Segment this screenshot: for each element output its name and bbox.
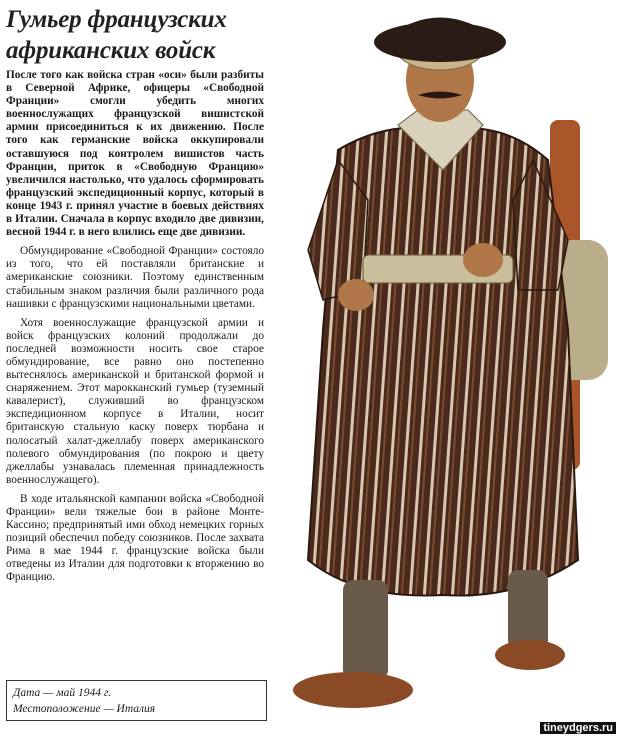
right-leg bbox=[508, 570, 548, 650]
left-sandal bbox=[293, 672, 413, 708]
paragraph-uniform: Обмундирование «Свободной Франции» состояло из того, что ей поставляли британские и американские союзники. Поэтому единственным стабильным знаком различия были различного рода нашивки с французскими национальными цветами. bbox=[6, 245, 264, 310]
left-hand bbox=[338, 279, 374, 311]
page-title: Гумьер французских африканских войск bbox=[6, 6, 227, 64]
right-hand bbox=[463, 243, 503, 277]
watermark-logo: tineydgers.ru bbox=[540, 722, 616, 734]
helmet bbox=[383, 18, 498, 41]
paragraph-goumier: Хотя военнослужащие французской армии и войск французских колоний продолжали до последней возможности носить свое старое обмундирование, все равно оно постепенно вытеснялось американской и британской формой и снаряжением. Этот марокканский гумьер (туземный кавалерист), служивший во французском экспедиционном корпусе в Италии, носит британскую стальную каску поверх тюрбана и полосатый халат-джеллабу поверх американского полевого обмундирования (по покрою и цвету джеллабы узнавалась племенная принадлежность военнослужащего). bbox=[6, 316, 264, 486]
soldier-illustration bbox=[268, 0, 620, 737]
article-text bbox=[6, 69, 264, 591]
paragraph-campaign: В ходе итальянской кампании войска «Свободной Франции» вели тяжелые бои в районе Монте-Кассино; предпринятый ими обход немецких горных позиций обеспечил победу союзников. После захвата Рима в мае 1944 г. французские войска были отведены из Италии для подготовки к вторжению во Францию. bbox=[6, 492, 264, 584]
info-box bbox=[6, 680, 267, 721]
info-date: Дата — май 1944 г. bbox=[13, 687, 112, 699]
paragraph-intro: После того как войска стран «оси» были разбиты в Северной Африке, офицеры «Свободной Франции» смогли убедить многих военнослужащих французской вишистской армии присоединиться к их движению. После того как германские войска оккупировали оставшуюся под контролем вишистов часть Франции, приток в «Свободную Францию» увеличился настолько, что удалось сформировать французский экспедиционный корпус, который в конце 1943 г. принял участие в боевых действиях в Италии. Сначала в корпус входило две дивизии, весной 1944 г. в него влились еще две дивизии. bbox=[6, 69, 264, 239]
info-location: Местоположение — Италия bbox=[13, 703, 156, 715]
right-sandal bbox=[495, 640, 565, 670]
left-leg bbox=[343, 580, 388, 680]
